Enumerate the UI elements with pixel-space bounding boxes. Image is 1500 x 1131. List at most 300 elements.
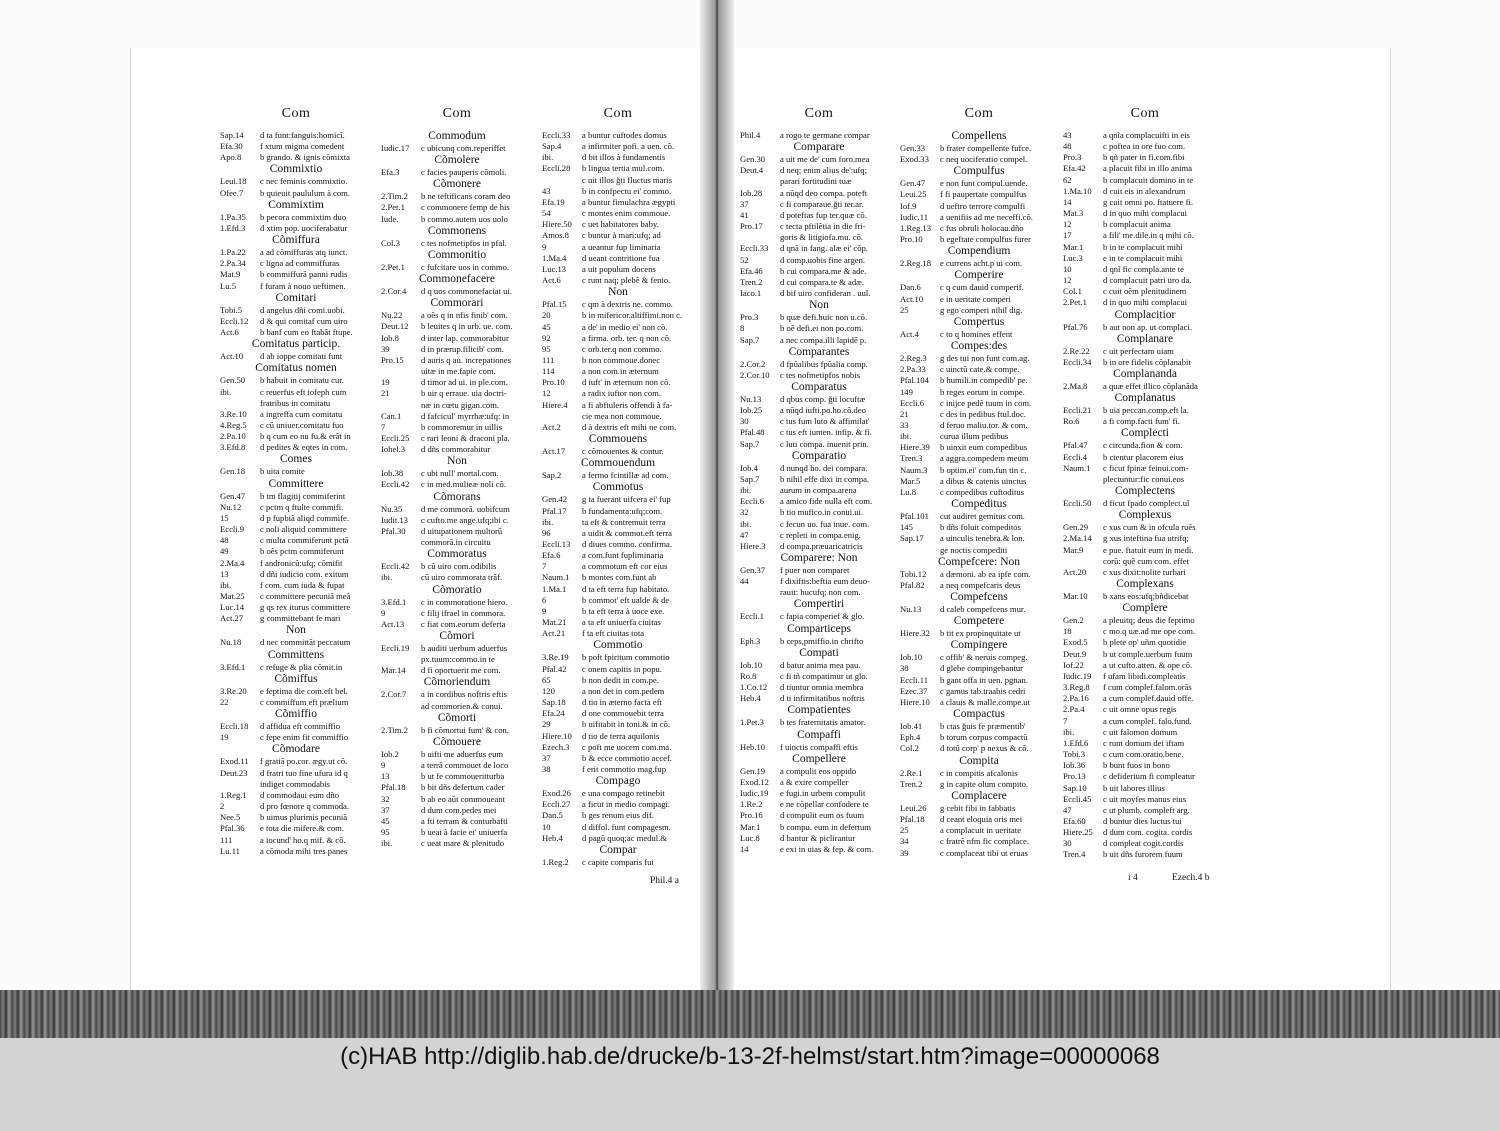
scripture-reference: Mat.21: [542, 617, 567, 628]
column-heading: Com: [281, 106, 311, 121]
entry-text: d timor ad ui. in ple.com.: [421, 377, 508, 388]
entry-text: d qnã in fang. alæ ei' cõp.: [780, 243, 868, 254]
scripture-reference: Nu.13: [900, 604, 922, 614]
scripture-reference: 22: [220, 696, 229, 707]
entry-text: b commiffurã panni rudis: [260, 269, 348, 280]
column-2: [381, 104, 533, 849]
headword: Commotus: [592, 481, 644, 494]
scripture-reference: Ro.8: [740, 670, 757, 681]
scripture-reference: Eccli.50: [1063, 498, 1092, 509]
concordance-entry: [220, 130, 372, 141]
entry-text: d totũ corp' p nexus & cõ.: [940, 743, 1029, 754]
scripture-reference: Eccli.42: [381, 561, 410, 572]
column-6: [1063, 104, 1227, 861]
scripture-reference: Pfal.76: [1063, 321, 1088, 332]
entry-text: a uit me de' cum foro.mea: [780, 154, 870, 165]
scripture-reference: Hiere.32: [900, 628, 930, 639]
concordance-entry: [900, 652, 1058, 663]
concordance-entry: [1063, 381, 1227, 392]
concordance-entry: [381, 191, 533, 202]
concordance-entry: [900, 487, 1058, 498]
concordance-entry: [220, 420, 372, 431]
concordance-entry: [1063, 760, 1227, 771]
entry-text: a buntur cuftodes domus: [582, 130, 667, 140]
scripture-reference: 2.Reg.18: [900, 258, 932, 269]
scripture-reference: Gen.50: [220, 375, 246, 386]
concordance-entry: [740, 742, 898, 753]
concordance-entry: [1063, 130, 1227, 141]
concordance-entry: [220, 768, 372, 779]
concordance-entry: [381, 377, 533, 388]
entry-text: b tit ex propinquitate ut: [940, 628, 1021, 639]
entry-text: c xus cum & in ofcula ruẽs: [1103, 522, 1196, 533]
scripture-reference: Iob.41: [900, 721, 923, 732]
scripture-reference: Sap.7: [740, 334, 760, 345]
concordance-entry: [900, 628, 1058, 639]
entry-text: b uia peccan.comp.eft la.: [1103, 405, 1189, 416]
concordance-entry: [900, 258, 1058, 269]
scripture-reference: 1.Reg.13: [900, 222, 932, 233]
concordance-entry: [900, 234, 1058, 245]
headword: Cõmorans: [433, 490, 481, 503]
scripture-reference: Lu.8: [900, 486, 916, 497]
entry-text: d cuit eis in alexandrum: [1103, 185, 1186, 196]
concordance-entry: [381, 782, 533, 793]
entry-text: e fugi.in urbem compulit: [780, 788, 866, 799]
entry-text: c runt domum dei iftam: [1103, 737, 1185, 748]
entry-text: g xus inteftina fua utrifq;: [1103, 533, 1189, 544]
concordance-entry: [1063, 346, 1227, 357]
entry-text: c fratrẽ nfm fic complace.: [940, 836, 1029, 847]
concordance-entry: [381, 286, 533, 297]
concordance-entry: [1063, 440, 1227, 451]
scripture-reference: 13: [220, 568, 229, 579]
concordance-entry: [1063, 405, 1227, 416]
concordance-entry: [740, 370, 898, 381]
concordance-entry: [220, 375, 372, 386]
entry-text: a qnĩa complacuifti in eis: [1103, 130, 1190, 140]
scripture-reference: Eccli.12: [220, 315, 249, 326]
concordance-entry: [900, 825, 1058, 836]
scripture-reference: Gen.37: [740, 565, 766, 575]
scripture-reference: Pfal.17: [542, 505, 567, 516]
concordance-entry: [381, 689, 533, 700]
entry-text: d ceant eloquia oris mei: [940, 814, 1023, 825]
scripture-reference: 37: [542, 752, 551, 763]
concordance-entry: [1063, 545, 1227, 556]
scripture-reference: Pfal.18: [900, 814, 925, 825]
scripture-reference: 37: [740, 198, 749, 209]
concordance-entry: [900, 465, 1058, 476]
concordance-entry: [381, 816, 533, 827]
scripture-reference: 1.Ma.4: [542, 252, 567, 263]
entry-text: b q cum eo nu fu.& erãt in: [260, 431, 351, 442]
scripture-reference: 2.Re.1: [900, 767, 923, 778]
entry-text: a non det in com.pedem: [582, 685, 665, 696]
column-5: [900, 104, 1058, 859]
concordance-entry: [900, 569, 1058, 580]
concordance-entry: [381, 526, 533, 537]
headword: Commotio: [593, 639, 643, 652]
scripture-reference: Iob.8: [381, 332, 399, 343]
scripture-reference: Gen.42: [542, 494, 568, 505]
scripture-reference: Sap.18: [542, 697, 566, 708]
concordance-entry: [381, 333, 533, 344]
concordance-entry: [381, 143, 533, 154]
headword: Comparatus: [791, 380, 847, 393]
scripture-reference: 3.Efd.8: [220, 442, 246, 453]
entry-text: g cuit omni po. ftatuere fi.: [1103, 196, 1193, 207]
scripture-reference: Leui.25: [900, 189, 927, 200]
entry-text: c fiat com.eorum deferta: [421, 618, 506, 629]
entry-text: b commot' eft ualde & de: [582, 594, 670, 605]
concordance-entry: [220, 662, 372, 673]
concordance-entry: [740, 255, 898, 266]
column-heading: Com: [804, 106, 834, 121]
concordance-entry: [542, 163, 694, 174]
concordance-entry: [542, 494, 694, 505]
entry-text: d in prærup.filicib' com.: [421, 343, 504, 354]
entry-text: b complacuit domino in te: [1103, 174, 1194, 185]
entry-text: c fepe enim fit commiffio: [260, 732, 349, 743]
headword: Complanare: [1116, 332, 1174, 345]
entry-text: c montes enim commoue.: [582, 208, 671, 219]
scripture-reference: 9: [542, 241, 547, 252]
entry-text: e una compago retinebit: [582, 788, 665, 799]
concordance-entry: [740, 199, 898, 210]
entry-text: a ficut in medio compagi.: [582, 799, 671, 810]
entry-text: a cõmoda mihi tres panes: [260, 845, 348, 856]
scripture-reference: Eccli.33: [740, 243, 769, 254]
entry-text: d cui compara.te & adæ.: [780, 276, 864, 287]
entry-text: d compulit eum os fuum: [780, 810, 865, 821]
concordance-entry: [900, 545, 1058, 556]
scripture-reference: Iob.25: [740, 405, 763, 416]
headword: Cõmodare: [272, 743, 320, 756]
scripture-reference: Apo.8: [220, 152, 242, 163]
scripture-reference: Iof.22: [1063, 659, 1084, 670]
scripture-reference: Eccli.6: [900, 397, 925, 408]
entry-text: curua illum pedibus: [940, 431, 1009, 442]
concordance-entry: [1063, 704, 1227, 715]
entry-text: b xans eos:ufq;bñdicebat: [1103, 591, 1189, 601]
headword: Commouens: [588, 433, 648, 446]
entry-text: d p fupbiã aliqd commife.: [260, 512, 350, 523]
scripture-reference: 49: [220, 546, 229, 557]
concordance-entry: [900, 686, 1058, 697]
scripture-reference: Pro.15: [381, 354, 404, 365]
headword: Cõmouere: [433, 735, 481, 748]
entry-text: d poteftas fup ter.quæ cõ.: [780, 209, 867, 220]
scripture-reference: Iudic.19: [740, 788, 769, 799]
scripture-reference: Sap.7: [740, 438, 760, 449]
scripture-reference: Gen.47: [900, 178, 926, 189]
entry-text: e in te complacuit mihi: [1103, 252, 1183, 263]
concordance-entry: [220, 756, 372, 767]
concordance-entry: [220, 188, 372, 199]
entry-text: c poft me uocem com.ma.: [582, 741, 672, 752]
concordance-entry: [220, 212, 372, 223]
headword: Cõmoriendum: [423, 676, 491, 689]
concordance-entry: [542, 322, 694, 333]
scripture-reference: Efa.60: [1063, 815, 1086, 826]
concordance-entry: [1063, 522, 1227, 533]
entry-text: a rogo te germane compar: [780, 130, 870, 140]
entry-text: cut audiret gemitus com.: [940, 511, 1025, 522]
entry-text: c in compitis afcalonis: [940, 767, 1018, 778]
entry-text: b qñ pater in fi.com.fibi: [1103, 152, 1185, 163]
scripture-reference: Pfal.18: [381, 782, 406, 793]
scripture-reference: Tren.2: [900, 778, 923, 789]
scripture-reference: 7: [1063, 715, 1068, 726]
entry-text: c defiderium fi compleatur: [1103, 771, 1195, 782]
entry-text: c uet habitatores baby.: [582, 219, 659, 230]
entry-text: c uit falomon domum: [1103, 726, 1178, 737]
scripture-reference: Pro.16: [740, 810, 763, 821]
concordance-entry: [1063, 671, 1227, 682]
entry-text: d caleb compefcens mur.: [940, 604, 1026, 614]
entry-text: a & exire compeller: [780, 776, 849, 787]
scripture-reference: Pfal.48: [740, 427, 765, 438]
concordance-entry: [740, 416, 898, 427]
concordance-entry: [220, 790, 372, 801]
scripture-reference: 52: [740, 254, 749, 265]
scripture-reference: ibi.: [900, 431, 912, 442]
entry-text: d inter lap. commorabitur: [421, 332, 509, 343]
entry-text: a nũqd deo compa. poteft: [780, 187, 868, 198]
scripture-reference: Tobi.3: [1063, 749, 1086, 760]
concordance-entry: [740, 565, 898, 576]
entry-text: a dibus & catenis uinctus: [940, 475, 1027, 486]
entry-text: d iuft' in æternum non cõ.: [582, 377, 671, 388]
entry-text: a ingreffa cum comitatu: [260, 408, 343, 419]
entry-text: b & ecce commotio accef.: [582, 752, 672, 763]
entry-text: c committere pecuniã meã: [260, 591, 351, 601]
concordance-entry: [381, 725, 533, 736]
entry-text: e in ueritate comperi: [940, 293, 1011, 304]
headword: Commixtio: [269, 163, 323, 176]
concordance-entry: [1063, 242, 1227, 253]
scripture-reference: Heb.4: [740, 693, 761, 704]
entry-text: b montes com.funt ab: [582, 572, 657, 583]
concordance-entry: [381, 310, 533, 321]
scripture-reference: Heb.10: [740, 741, 766, 752]
entry-text: f ta eft ciuitas tota: [582, 628, 645, 639]
concordance-entry: [220, 223, 372, 234]
concordance-entry: [900, 189, 1058, 200]
concordance-entry: [381, 515, 533, 526]
headword: Non: [286, 624, 306, 637]
scripture-reference: 2: [220, 801, 225, 812]
entry-text: c uit moyfes manus eius: [1103, 793, 1187, 804]
scripture-reference: Nee.5: [220, 812, 241, 823]
concordance-entry: [542, 152, 694, 163]
entry-text: c poftea in ore fuo com.: [1103, 141, 1186, 152]
concordance-entry: [900, 364, 1058, 375]
entry-text: f dixiftis:beftia eum deuo-: [780, 576, 870, 587]
scripture-reference: Mar.9: [1063, 544, 1084, 555]
entry-text: c fecun uo. fua inue. com.: [780, 518, 870, 529]
entry-text: c neq uociferatio compel.: [940, 154, 1028, 165]
headword: Cõmoratio: [432, 583, 482, 596]
entry-text: f ufam libidi.compleatis: [1103, 670, 1186, 681]
scripture-reference: ibi.: [220, 386, 232, 397]
concordance-entry: [1063, 827, 1227, 838]
headword: Compes:des: [950, 340, 1008, 353]
entry-text: a commotum eft cor eius: [582, 561, 668, 572]
scripture-reference: 1.Pa.22: [220, 247, 246, 258]
entry-text: b dñs foluit compeditos: [940, 522, 1021, 533]
concordance-entry: [740, 243, 898, 254]
scripture-reference: Tobi.12: [900, 568, 927, 579]
scripture-reference: Pfal.30: [381, 525, 406, 536]
entry-text: c cũ uniuer.comitatu fuo: [260, 419, 344, 430]
scripture-reference: Nu.12: [220, 501, 242, 512]
scripture-reference: Lu.5: [220, 280, 236, 291]
entry-text: a aggra.compedem meum: [940, 453, 1029, 464]
headword: Comparare: [793, 141, 845, 154]
entry-text: d pedites & eqtes in com.: [260, 442, 348, 453]
concordance-entry: [1063, 794, 1227, 805]
entry-text: d tio de terra aquilonis: [582, 730, 660, 741]
concordance-entry: [381, 760, 533, 771]
entry-text: c tus eft iumen. infip. & fi.: [780, 427, 872, 438]
headword: Cõmiffus: [274, 672, 318, 685]
entry-text: a compulit eos oppido: [780, 765, 857, 776]
concordance-entry: [381, 827, 533, 838]
scripture-reference: [740, 176, 780, 187]
entry-text: d diues commo. confirma.: [582, 539, 672, 549]
headword: Compago: [595, 775, 641, 788]
concordance-entry: [900, 814, 1058, 825]
entry-text: c des in pedibus ftul.doc.: [940, 408, 1026, 419]
headword: Comitatus particip.: [251, 338, 341, 351]
scripture-reference: Naum.1: [542, 572, 570, 583]
concordance-entry: [381, 444, 533, 455]
scripture-reference: [1063, 556, 1103, 567]
concordance-entry: [740, 576, 898, 587]
concordance-entry: [542, 344, 694, 355]
right-signature: i 4: [1128, 873, 1138, 883]
concordance-entry: [220, 779, 372, 790]
headword: Compaffi: [797, 728, 841, 741]
concordance-entry: [381, 701, 533, 712]
entry-text: c ligna ad commiffuras: [260, 258, 340, 269]
concordance-entry: [1063, 805, 1227, 816]
headword: Non: [447, 455, 467, 468]
scripture-reference: Luc.13: [542, 263, 567, 274]
entry-text: d pro fœnore q commoda.: [260, 801, 350, 812]
scripture-reference: Act.21: [542, 628, 566, 639]
concordance-entry: [900, 580, 1058, 591]
column-4: [740, 104, 898, 855]
entry-text: c nec feminis commixtio.: [260, 176, 348, 187]
concordance-entry: [740, 405, 898, 416]
concordance-entry: [1063, 275, 1227, 286]
headword: Commoratus: [427, 548, 487, 561]
headword: Comparantes: [788, 345, 850, 358]
scripture-reference: 62: [1063, 174, 1072, 185]
concordance-entry: [740, 439, 898, 450]
entry-text: goris & litigiofa.mu. cõ.: [780, 232, 864, 243]
scripture-reference: 38: [542, 763, 551, 774]
scripture-reference: Eccli.45: [1063, 793, 1092, 804]
entry-text: d ta eft terra fup habitato.: [582, 583, 670, 594]
scripture-reference: 3.Re.20: [220, 685, 247, 696]
entry-text: d q uos commonefaciat ui.: [421, 286, 512, 297]
concordance-entry: [220, 247, 372, 258]
entry-text: c fapia comperief & glo.: [780, 611, 865, 622]
scripture-reference: 1.Efd.6: [1063, 737, 1089, 748]
entry-text: ta eft & contremuit terra: [582, 516, 666, 527]
concordance-entry: [1063, 556, 1227, 567]
entry-text: c uit illos ğti fluctus maris: [582, 174, 672, 185]
scripture-reference: Tobi.5: [220, 304, 243, 315]
concordance-entry: [740, 587, 898, 598]
scripture-reference: Hiere.50: [542, 219, 572, 230]
scripture-reference: Can.1: [381, 410, 402, 421]
concordance-entry: [1063, 649, 1227, 660]
entry-text: d dñs commorabitur: [421, 444, 491, 455]
scripture-reference: 34: [900, 836, 909, 847]
concordance-entry: [740, 777, 898, 788]
entry-text: f fi paupertate compulfus: [940, 189, 1027, 200]
scripture-reference: Eccli.18: [220, 721, 249, 732]
right-catchword: Ezech.4 b: [1172, 873, 1210, 883]
concordance-entry: [542, 606, 694, 617]
entry-text: c offib' & neruis compeg.: [940, 652, 1028, 663]
entry-text: c in commoratione hiero.: [421, 596, 508, 607]
entry-text: b tm flagitij commiferint: [260, 490, 346, 501]
entry-text: b quæ defi.huic non u.cõ.: [780, 312, 868, 323]
scripture-reference: Gen.30: [740, 154, 766, 165]
scan-edge-strip: [0, 990, 1500, 1038]
concordance-entry: [220, 823, 372, 834]
scripture-reference: Efa.19: [542, 196, 565, 207]
scripture-reference: Eccli.13: [542, 539, 571, 549]
entry-text: e non funt compul.uende.: [940, 178, 1028, 189]
concordance-entry: [1063, 533, 1227, 544]
concordance-entry: [1063, 264, 1227, 275]
scripture-reference: [381, 654, 421, 665]
entry-text: b complacuit anima: [1103, 219, 1171, 230]
scripture-reference: Iudit.13: [381, 514, 408, 525]
concordance-entry: [900, 387, 1058, 398]
scripture-reference: Col.2: [900, 743, 919, 754]
entry-text: d fafcicul' myrrhæ:ufq: in: [421, 410, 510, 421]
concordance-entry: [740, 766, 898, 777]
entry-text: b grando. & ignis cõmixta: [260, 152, 350, 163]
scripture-reference: ibi.: [740, 485, 752, 496]
scripture-reference: 29: [542, 719, 551, 730]
entry-text: a amico fide nulla eft com.: [780, 496, 873, 507]
concordance-entry: [381, 262, 533, 273]
entry-text: b fi cõmortui fum' & con.: [421, 724, 509, 735]
scripture-reference: Hiere.25: [1063, 827, 1093, 838]
scripture-reference: 25: [900, 304, 909, 315]
entry-text: f uinctis compaffi eftis: [780, 741, 858, 752]
headword: Commodum: [428, 130, 486, 142]
concordance-entry: [900, 533, 1058, 544]
headword: Complere: [1122, 602, 1168, 615]
entry-text: ad commorien.& conui.: [421, 700, 503, 711]
concordance-entry: [900, 431, 1058, 442]
column-3: [542, 104, 694, 868]
concordance-entry: [542, 506, 694, 517]
scripture-reference: 41: [740, 209, 749, 220]
scripture-reference: 21: [381, 388, 390, 399]
concordance-entry: [220, 686, 372, 697]
